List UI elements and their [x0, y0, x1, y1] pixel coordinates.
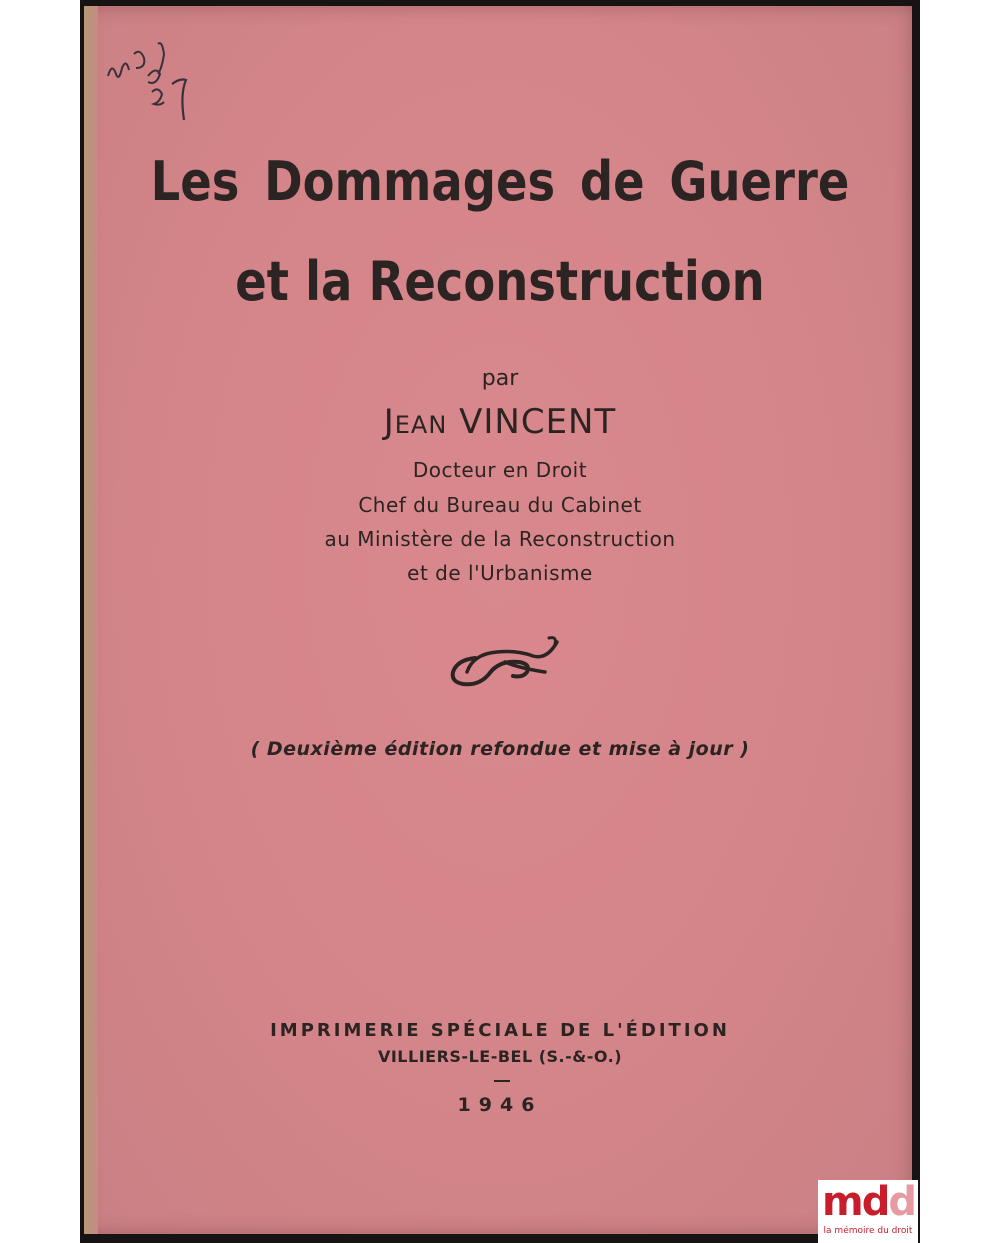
watermark-tagline: la mémoire du droit	[823, 1226, 913, 1236]
publication-year: 1946	[457, 1094, 543, 1116]
author-credential: Chef du Bureau du Cabinet	[358, 493, 642, 517]
mdd-logo-text: mdd	[822, 1179, 915, 1225]
ornament-flourish-icon	[445, 628, 565, 688]
handwritten-note	[100, 14, 200, 124]
divider	[494, 1080, 510, 1082]
book-title-line-1: Les Dommages de Guerre	[150, 150, 850, 213]
book-title-line-2: et la Reconstruction	[235, 250, 765, 313]
printer-city: VILLIERS-LE-BEL (S.-&-O.)	[377, 1047, 623, 1066]
watermark-logo	[818, 1180, 918, 1243]
by-label: par	[481, 366, 519, 391]
author-name: Jean VINCENT	[383, 402, 617, 442]
printer-name: IMPRIMERIE SPÉCIALE DE L'ÉDITION	[270, 1020, 730, 1041]
author-credential: Docteur en Droit	[412, 458, 588, 482]
author-credential: et de l'Urbanisme	[407, 561, 593, 585]
author-credential: au Ministère de la Reconstruction	[324, 527, 676, 551]
edition-note: ( Deuxième édition refondue et mise à jour )	[250, 738, 750, 760]
